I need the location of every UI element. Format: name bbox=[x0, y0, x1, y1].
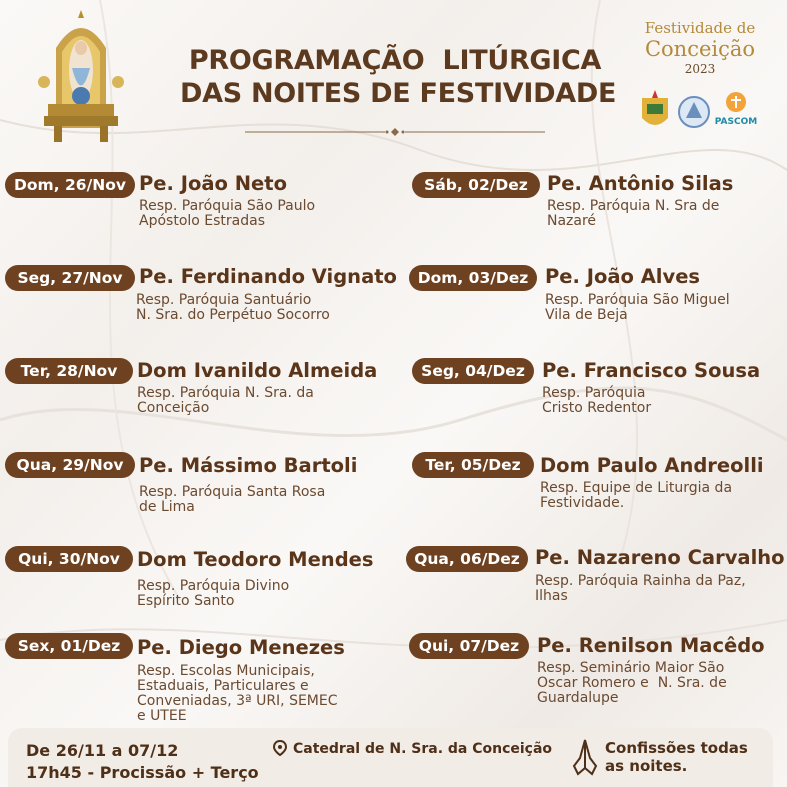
celebrant-name: Pe. Ferdinando Vignato bbox=[139, 265, 397, 288]
footer-bar bbox=[8, 728, 773, 787]
brand-line-2: Conceição bbox=[644, 37, 756, 61]
celebrant-name: Pe. João Neto bbox=[139, 172, 287, 195]
responsible-parish: Resp. Paróquia São Miguel Vila de Beja bbox=[545, 292, 730, 323]
ornament-divider bbox=[245, 128, 545, 136]
praying-hands-icon bbox=[568, 736, 602, 776]
responsible-parish: Resp. Paróquia Divino Espírito Santo bbox=[137, 578, 290, 609]
pascom-logo-icon bbox=[715, 92, 757, 127]
celebrant-name: Pe. Antônio Silas bbox=[547, 172, 734, 195]
date-badge: Sex, 01/Dez bbox=[5, 633, 133, 659]
celebrant-name: Pe. Nazareno Carvalho bbox=[535, 546, 785, 569]
confessions-text: Confissões todas as noites. bbox=[605, 739, 748, 775]
date-badge: Qua, 06/Dez bbox=[406, 546, 528, 572]
page-title: PROGRAMAÇÃO LITÚRGICA DAS NOITES DE FESTIVIDADE bbox=[180, 45, 617, 109]
location-pin-icon bbox=[273, 740, 287, 756]
date-badge: Seg, 27/Nov bbox=[5, 265, 135, 291]
date-badge: Dom, 03/Dez bbox=[409, 265, 537, 291]
date-badge: Ter, 05/Dez bbox=[412, 452, 534, 478]
responsible-parish: Resp. Seminário Maior São Oscar Romero e N. Sra. de Guardalupe bbox=[537, 660, 727, 706]
responsible-parish: Resp. Paróquia Santa Rosa de Lima bbox=[139, 484, 326, 515]
celebrant-name: Pe. João Alves bbox=[545, 265, 701, 288]
cathedral-seal-icon bbox=[679, 97, 709, 127]
responsible-parish: Resp. Paróquia Rainha da Paz, Ilhas bbox=[535, 573, 746, 604]
date-badge: Qui, 07/Dez bbox=[409, 633, 529, 659]
responsible-parish: Resp. Paróquia N. Sra. da Conceição bbox=[137, 385, 314, 416]
responsible-parish: Resp. Equipe de Liturgia da Festividade. bbox=[540, 480, 733, 511]
celebrant-name: Pe. Renilson Macêdo bbox=[537, 634, 765, 657]
celebrant-name: Dom Teodoro Mendes bbox=[137, 548, 374, 571]
responsible-parish: Resp. Paróquia N. Sra de Nazaré bbox=[547, 198, 720, 229]
date-badge: Qui, 30/Nov bbox=[5, 546, 133, 572]
partner-logos bbox=[638, 88, 768, 134]
brand-year: 2023 bbox=[684, 62, 716, 76]
date-badge: Ter, 28/Nov bbox=[5, 358, 133, 384]
brand-line-1: Festividade de bbox=[644, 19, 756, 37]
pascom-label: PASCOM bbox=[714, 117, 758, 127]
date-badge: Qua, 29/Nov bbox=[5, 452, 135, 478]
diocese-crest-icon bbox=[642, 90, 668, 125]
responsible-parish: Resp. Paróquia São Paulo Apóstolo Estradas bbox=[139, 198, 316, 229]
festival-brand bbox=[635, 20, 765, 77]
responsible-parish: Resp. Paróquia Santuário N. Sra. do Perpétuo Socorro bbox=[136, 292, 330, 323]
virgin-statue-image bbox=[36, 8, 126, 143]
celebrant-name: Pe. Diego Menezes bbox=[137, 636, 345, 659]
responsible-parish: Resp. Escolas Municipais, Estaduais, Particulares e Conveniadas, 3ª URI, SEMEC e UTEE bbox=[137, 663, 338, 724]
celebrant-name: Dom Paulo Andreolli bbox=[540, 454, 764, 477]
location-text: Catedral de N. Sra. da Conceição bbox=[293, 741, 553, 757]
date-badge: Sáb, 02/Dez bbox=[412, 172, 540, 198]
responsible-parish: Resp. Paróquia Cristo Redentor bbox=[542, 385, 652, 416]
celebrant-name: Pe. Mássimo Bartoli bbox=[139, 454, 358, 477]
celebrant-name: Pe. Francisco Sousa bbox=[542, 359, 761, 382]
date-badge: Seg, 04/Dez bbox=[412, 358, 534, 384]
celebrant-name: Dom Ivanildo Almeida bbox=[137, 359, 378, 382]
event-dates-time: De 26/11 a 07/12 17h45 - Procissão + Terço bbox=[26, 741, 259, 782]
date-badge: Dom, 26/Nov bbox=[5, 172, 135, 198]
